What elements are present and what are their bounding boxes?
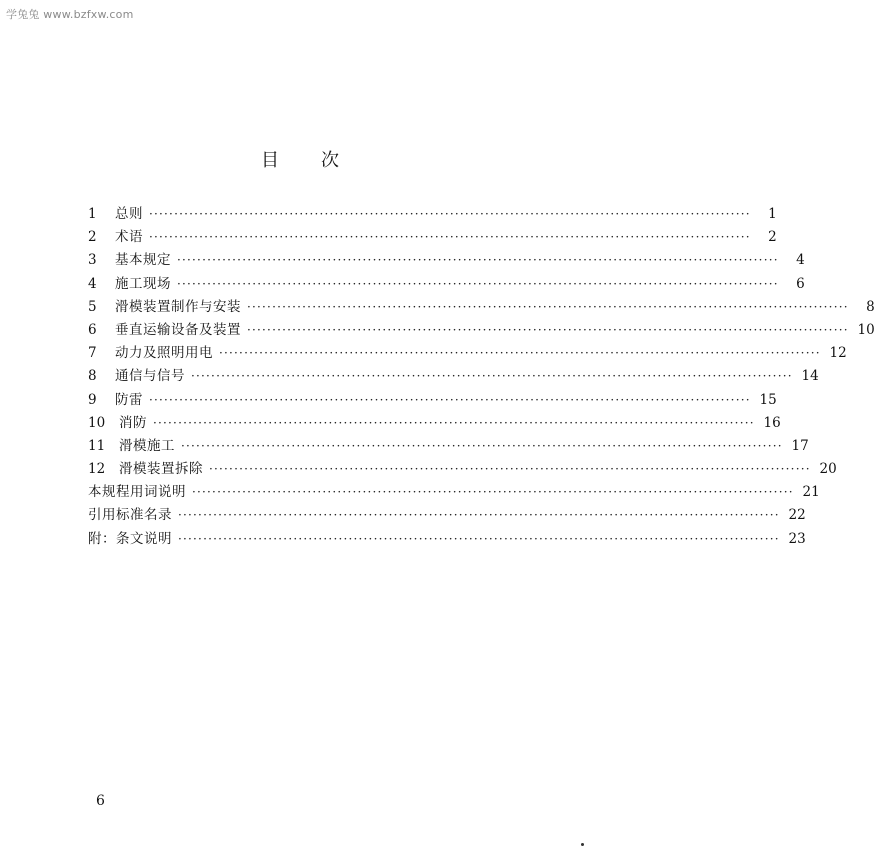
toc-entry-page: 14: [801, 368, 819, 385]
toc-leader-dots: ························································································································: [209, 462, 811, 477]
toc-entry-title: 通信与信号: [115, 368, 185, 385]
toc-entry[interactable]: [88, 412, 781, 435]
toc-entry-number: 5: [88, 298, 97, 315]
toc-leader-dots: ························································································································: [178, 508, 780, 523]
toc-entry[interactable]: [88, 319, 875, 342]
toc-entry[interactable]: [88, 528, 806, 551]
scan-speck: [581, 843, 584, 846]
toc-entry-title: 滑模装置制作与安装: [115, 298, 241, 315]
toc-entry-page: 23: [788, 530, 806, 547]
toc-leader-dots: ························································································································: [149, 230, 751, 245]
toc-leader-dots: ························································································································: [247, 299, 849, 314]
toc-entry-number: 2: [88, 229, 97, 246]
toc-entry-title: 总则: [115, 206, 143, 222]
toc-entry-title: 防雷: [115, 391, 143, 408]
toc-entry-number: 9: [88, 391, 97, 408]
toc-entry[interactable]: [88, 273, 805, 296]
toc-leader-dots: ························································································································: [178, 531, 780, 546]
toc-leader-dots: ························································································································: [192, 485, 794, 500]
watermark: 学兔兔 www.bzfxw.com: [6, 8, 134, 21]
toc-entry-page: 2: [768, 229, 777, 246]
toc-leader-dots: ························································································································: [177, 253, 779, 268]
toc-leader-dots: ························································································································: [149, 207, 751, 221]
toc-entry-number: 1: [88, 206, 97, 222]
toc-entry-page: 17: [791, 437, 809, 454]
toc-leader-dots: ························································································································: [181, 438, 783, 453]
toc-entry-title: 垂直运输设备及装置: [115, 321, 241, 338]
toc-entry-title: 基本规定: [115, 252, 171, 269]
toc-entry-title: 施工现场: [115, 275, 171, 292]
toc-entry-number: 8: [88, 368, 97, 385]
toc-entry-title: 术语: [115, 229, 143, 246]
toc-entry-page: 21: [802, 484, 820, 501]
toc-entry-page: 6: [796, 275, 805, 292]
toc-entry-page: 4: [796, 252, 805, 269]
toc-entry-title: 动力及照明用电: [115, 345, 213, 362]
page-title: 目次: [261, 150, 381, 171]
toc-entry-number: 3: [88, 252, 97, 269]
toc-entry-title: 消防: [119, 414, 147, 431]
toc-entry-number: 12: [88, 461, 106, 478]
toc-entry-number: 11: [88, 437, 106, 454]
toc-entry[interactable]: [88, 342, 847, 365]
toc-entry[interactable]: [88, 203, 777, 226]
toc-entry-page: 16: [763, 414, 781, 431]
toc-entry-number: 4: [88, 275, 97, 292]
toc-entry-page: 15: [759, 391, 777, 408]
page-number: 6: [96, 793, 105, 809]
toc-entry[interactable]: [88, 435, 809, 458]
toc-entry-page: 10: [857, 321, 875, 338]
toc-leader-dots: ························································································································: [191, 369, 793, 384]
toc-entry-title: 引用标准名录: [88, 507, 172, 524]
toc-entry-page: 20: [819, 461, 837, 478]
table-of-contents: [88, 203, 875, 551]
toc-entry[interactable]: [88, 458, 837, 481]
toc-entry[interactable]: [88, 226, 777, 249]
toc-entry[interactable]: [88, 504, 806, 527]
toc-entry-page: 1: [768, 206, 777, 222]
toc-entry[interactable]: [88, 249, 805, 272]
toc-entry[interactable]: [88, 481, 820, 504]
toc-leader-dots: ························································································································: [177, 276, 779, 291]
toc-entry-number: 6: [88, 321, 97, 338]
toc-entry[interactable]: [88, 389, 777, 412]
toc-leader-dots: ························································································································: [219, 346, 821, 361]
toc-entry-number: 10: [88, 414, 106, 431]
toc-entry-number: 7: [88, 345, 97, 362]
toc-leader-dots: ························································································································: [149, 392, 751, 407]
toc-entry-title: 附：条文说明: [88, 530, 172, 547]
toc-entry-page: 12: [829, 345, 847, 362]
toc-entry[interactable]: [88, 365, 819, 388]
toc-entry-page: 8: [866, 298, 875, 315]
toc-leader-dots: ························································································································: [153, 415, 755, 430]
toc-entry-title: 滑模装置拆除: [119, 461, 203, 478]
toc-entry-title: 本规程用词说明: [88, 484, 186, 501]
toc-entry-page: 22: [788, 507, 806, 524]
toc-entry-title: 滑模施工: [119, 437, 175, 454]
toc-entry[interactable]: [88, 296, 875, 319]
toc-leader-dots: ························································································································: [247, 322, 849, 337]
